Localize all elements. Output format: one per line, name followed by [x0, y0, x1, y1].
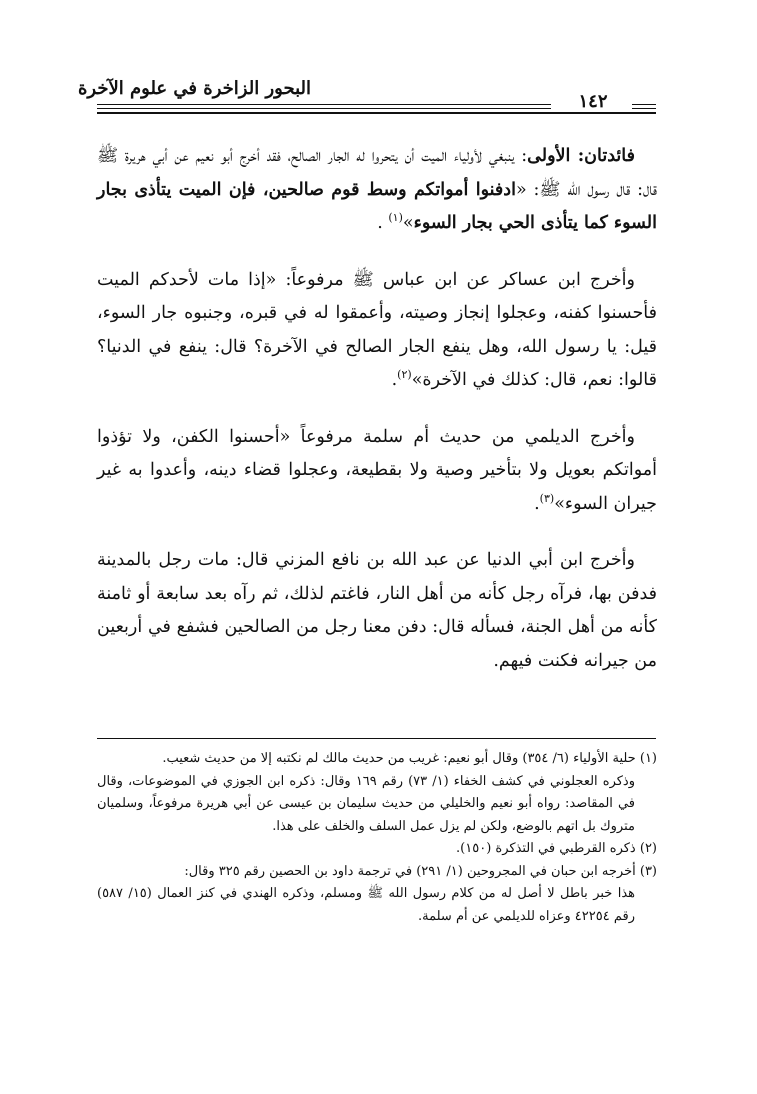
footnote-separator [97, 738, 656, 739]
paragraph-2 [97, 264, 657, 398]
running-header-title: البحور الزاخرة في علوم الآخرة [77, 78, 311, 99]
header-rule [97, 104, 551, 109]
footnote-1: (١) حلية الأولياء (٦/ ٣٥٤) وقال أبو نعيم: غريب من حديث مالك لم نكتبه إلا من حديث شعيب. [162, 751, 657, 766]
footnote-ref-1[interactable]: (١) [388, 211, 403, 225]
paragraph-1 [97, 140, 657, 241]
paragraph-tail: . [391, 370, 398, 390]
paragraph-text: وأخرج ابن أبي الدنيا عن عبد الله بن نافع المزني قال: مات رجل بالمدينة فدفن بها، فرآه رجل كأنه من أهل النار، فاغتم لذلك، ثم رآه بعد سابعة أو ثامنة كأنه من أهل الجنة، فسأله قال: دفن معنا رجل من الصالحين فشفع في أربعين من جيرانه فكنت فيهم. [97, 550, 657, 671]
paragraph-text: وأخرج الديلمي من حديث أم سلمة مرفوعاً «أحسنوا الكفن، ولا تؤذوا أمواتكم بعويل ولا بتأخير وصية ولا بقطيعة، وعجلوا قضاء دينه، وأعدوا به غير جيران السوء» [97, 426, 657, 514]
header-rule-short [632, 104, 656, 109]
paragraph-text: : ينبغي لأولياء الميت أن يتحروا له الجار الصالح، فقد أخرج أبو نعيم عن أبي هريرة ﷺ قال: قال رسول الله ﷺ: « [97, 146, 657, 200]
page-number: ١٤٢ [578, 91, 608, 112]
paragraph-tail: . [534, 493, 540, 514]
quote-close: » [402, 213, 414, 233]
paragraph-tail: . [377, 213, 389, 233]
hadith-quote: ادفنوا أمواتكم وسط قوم صالحين، فإن الميت يتأذى بجار السوء كما يتأذى الحي بجار السوء [97, 179, 657, 233]
main-text [97, 140, 657, 701]
paragraph-4 [97, 544, 657, 678]
paragraph-text: وأخرج ابن عساكر عن ابن عباس ﷺ مرفوعاً: «إذا مات لأحدكم الميت فأحسنوا كفنه، وعجلوا إنجاز وصيته، وأعمقوا له في قبره، وجنبوه جار السوء، قيل: يا رسول الله، وهل ينفع الجار الصالح في الآخرة؟ قال: ينفع في الدنيا؟ قالوا: نعم، قال: كذلك في الآخرة» [97, 269, 657, 390]
footnote-ref-3[interactable]: (٣) [539, 491, 555, 505]
footnote-2: (٢) ذكره القرطبي في التذكرة (١٥٠). [456, 841, 657, 856]
header-rule-full [97, 112, 656, 114]
footnote-ref-2[interactable]: (٢) [397, 368, 412, 382]
footnote-3-continuation: هذا خبر باطل لا أصل له من كلام رسول الله ﷺ ومسلم، وذكره الهندي في كنز العمال (١٥/ ٥٨٧) رقم ٤٢٢٥٤ وعزاه للديلمي عن أم سلمة. [97, 886, 635, 924]
footnotes [97, 748, 657, 928]
footnote-1-continuation: وذكره العجلوني في كشف الخفاء (١/ ٧٣) رقم ١٦٩ وقال: ذكره ابن الجوزي في الموضوعات، وقال في المقاصد: رواه أبو نعيم والخليلي من حديث سليمان بن عيسى عن أبي هريرة مرفوعاً، وسلميان متروك بل اتهم بالوضع، ولكن لم يزل عمل السلف والخلف على هذا. [97, 773, 636, 834]
paragraph-3 [97, 421, 657, 522]
paragraph-lead: فائدتان: الأولى [527, 146, 635, 166]
footnote-3: (٣) أخرجه ابن حبان في المجروحين (١/ ٢٩١) في ترجمة داود بن الحصين رقم ٣٢٥ وقال: [184, 863, 657, 879]
